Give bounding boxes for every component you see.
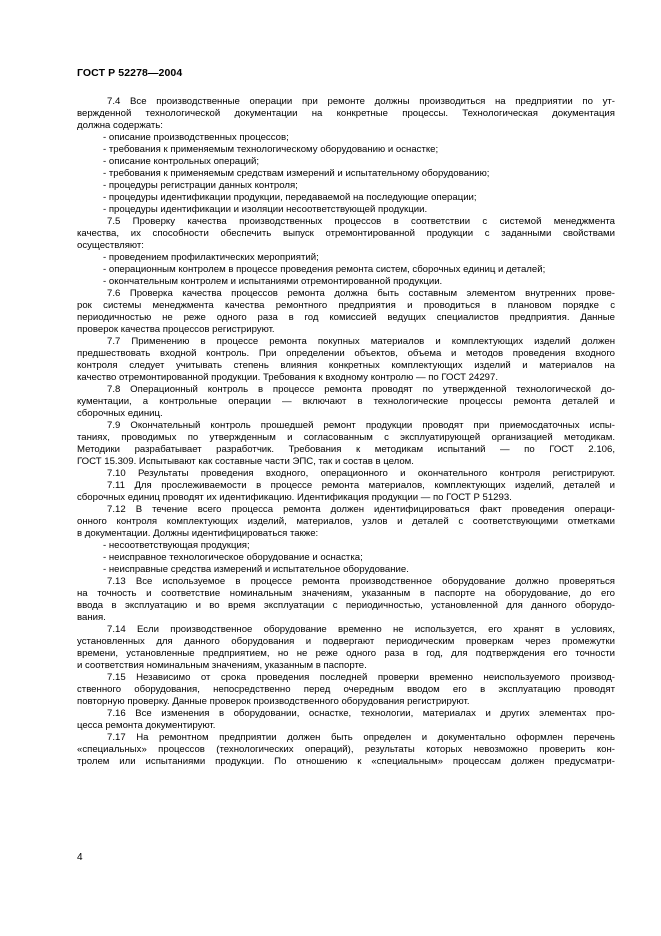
text-line: 7.7 Применению в процессе ремонта покупных материалов и комплектующих изделий должен: [107, 336, 615, 347]
text-line: 7.16 Все изменения в оборудовании, оснастке, технологии, материалах и других элементах про-: [107, 708, 615, 719]
list-item: - процедуры идентификации продукции, передаваемой на последующие операции;: [103, 192, 477, 203]
text-line: предшествовать входной контроль. При определении объектов, объема и методов проведения входного: [77, 348, 615, 359]
text-line: 7.9 Окончательный контроль прошедшей ремонт продукции проводят при приемосдаточных испы-: [107, 420, 615, 431]
text-line: 7.12 В течение всего процесса ремонта должен идентифицироваться факт проведения операци-: [107, 504, 615, 515]
list-item: - процедуры регистрации данных контроля;: [103, 180, 298, 191]
text-line: осуществляют:: [77, 240, 144, 251]
list-item: - требования к применяемым технологическому оборудованию и оснастке;: [103, 144, 439, 155]
text-line: в документации. Должны идентифицироваться также:: [77, 528, 319, 539]
text-line: цесса ремонта документируют.: [77, 720, 216, 731]
page-number: 4: [77, 852, 83, 863]
text-line: ственного оборудования, непосредственно перед очередным вводом его в эксплуатацию проводят: [77, 684, 615, 695]
text-line: тролем или испытаниями продукции. По отношению к «специальным» процессам должен предусматри-: [77, 756, 615, 767]
list-item: - описание контрольных операций;: [103, 156, 260, 167]
text-line: вания.: [77, 612, 106, 623]
text-line: 7.6 Проверка качества процессов ремонта должна быть составным элементом внутренних прове-: [107, 288, 615, 299]
text-line: сборочных единиц проводят их идентификацию. Идентификация продукции — по ГОСТ Р 51293.: [77, 492, 512, 503]
text-line: времени, установленные предприятием, но не реже одного раза в год, для подтверждения его точности: [77, 648, 615, 659]
list-item: - описание производственных процессов;: [103, 132, 289, 143]
text-line: 7.10 Результаты проведения входного, операционного и окончательного контроля регистрируют.: [107, 468, 615, 479]
text-line: качества, их способности обеспечить выпуск отремонтированной продукции с заданными свойствами: [77, 228, 615, 239]
text-line: контроля следует учитывать степень влияния конкретных комплектующих изделий и материалов на: [77, 360, 615, 371]
text-line: 7.14 Если производственное оборудование временно не используется, его хранят в условиях,: [107, 624, 615, 635]
list-item: - проведением профилактических мероприятий;: [103, 252, 319, 263]
text-line: проверок качества процессов регистрируют.: [77, 324, 275, 335]
text-line: онного контроля комплектующих изделий, материалов, узлов и деталей с соответствующими отметками: [77, 516, 615, 527]
text-line: таниях, проводимых по утвержденным и согласованным с эксплуатирующей организацией методикам.: [77, 432, 615, 443]
text-line: 7.15 Независимо от срока проведения последней проверки временно неиспользуемого производ-: [107, 672, 615, 683]
text-line: кументации, а контрольные операции — включают в технологические процессы ремонта деталей и: [77, 396, 615, 407]
text-line: установленных для данного оборудования и подвергают периодическим проверкам через промежутки: [77, 636, 615, 647]
list-item: - операционным контролем в процессе проведения ремонта систем, сборочных единиц и деталей;: [103, 264, 546, 275]
list-item: - неисправное технологическое оборудование и оснастка;: [103, 552, 363, 563]
text-line: 7.17 На ремонтном предприятии должен быть определен и документально оформлен перечень: [107, 732, 615, 743]
list-item: - процедуры идентификации и изоляции несоответствующей продукции.: [103, 204, 428, 215]
text-line: 7.11 Для прослеживаемости в процессе ремонта материалов, комплектующих изделий, деталей и: [107, 480, 615, 491]
text-line: рок системы менеджмента качества ремонтного предприятия и проводиться в плановом порядке с: [77, 300, 615, 311]
text-line: Методики разрабатывает разработчик. Требования к методикам испытаний — по ГОСТ 2.106,: [77, 444, 615, 455]
text-line: вержденной технологической документации на конкретные процессы. Технологическая документация: [77, 108, 615, 119]
text-line: 7.8 Операционный контроль в процессе ремонта проводят по утвержденной технологической до-: [107, 384, 615, 395]
list-item: - несоответствующая продукция;: [103, 540, 250, 551]
text-line: сборочных единиц.: [77, 408, 163, 419]
text-line: и соответствия номинальным значениям, указанным в паспорте.: [77, 660, 367, 671]
text-line: 7.4 Все производственные операции при ремонте должны производиться на предприятии по ут-: [107, 96, 615, 107]
text-line: 7.13 Все используемое в процессе ремонта производственное оборудование должно проверяться: [107, 576, 615, 587]
document-body: [77, 96, 615, 768]
text-line: «специальных» процессов (технологических операций), результаты которых невозможно проверить кон-: [77, 744, 615, 755]
text-line: ввода в эксплуатацию и во время эксплуатации с периодичностью, установленной для данного оборудо-: [77, 600, 615, 611]
text-line: 7.5 Проверку качества производственных процессов в соответствии с системой менеджмента: [107, 216, 615, 227]
text-line: качество отремонтированной продукции. Требования к входному контролю — по ГОСТ 24297.: [77, 372, 498, 383]
list-item: - требования к применяемым средствам измерений и испытательному оборудованию;: [103, 168, 490, 179]
text-line: на точность и соответствие номинальным значениям, указанным в паспорте на оборудование, до его: [77, 588, 615, 599]
text-line: должна содержать:: [77, 120, 163, 131]
text-line: периодичностью не реже одного раза в год комиссией ведущих специалистов предприятия. Данные: [77, 312, 615, 323]
text-line: повторную проверку. Данные проверок производственного оборудования регистрируют.: [77, 696, 470, 707]
text-line: ГОСТ 15.309. Испытывают как составные части ЭПС, так и состав в целом.: [77, 456, 414, 467]
list-item: - окончательным контролем и испытаниями отремонтированной продукции.: [103, 276, 443, 287]
document-header: ГОСТ Р 52278—2004: [77, 67, 183, 79]
list-item: - неисправные средства измерений и испытательное оборудование.: [103, 564, 409, 575]
